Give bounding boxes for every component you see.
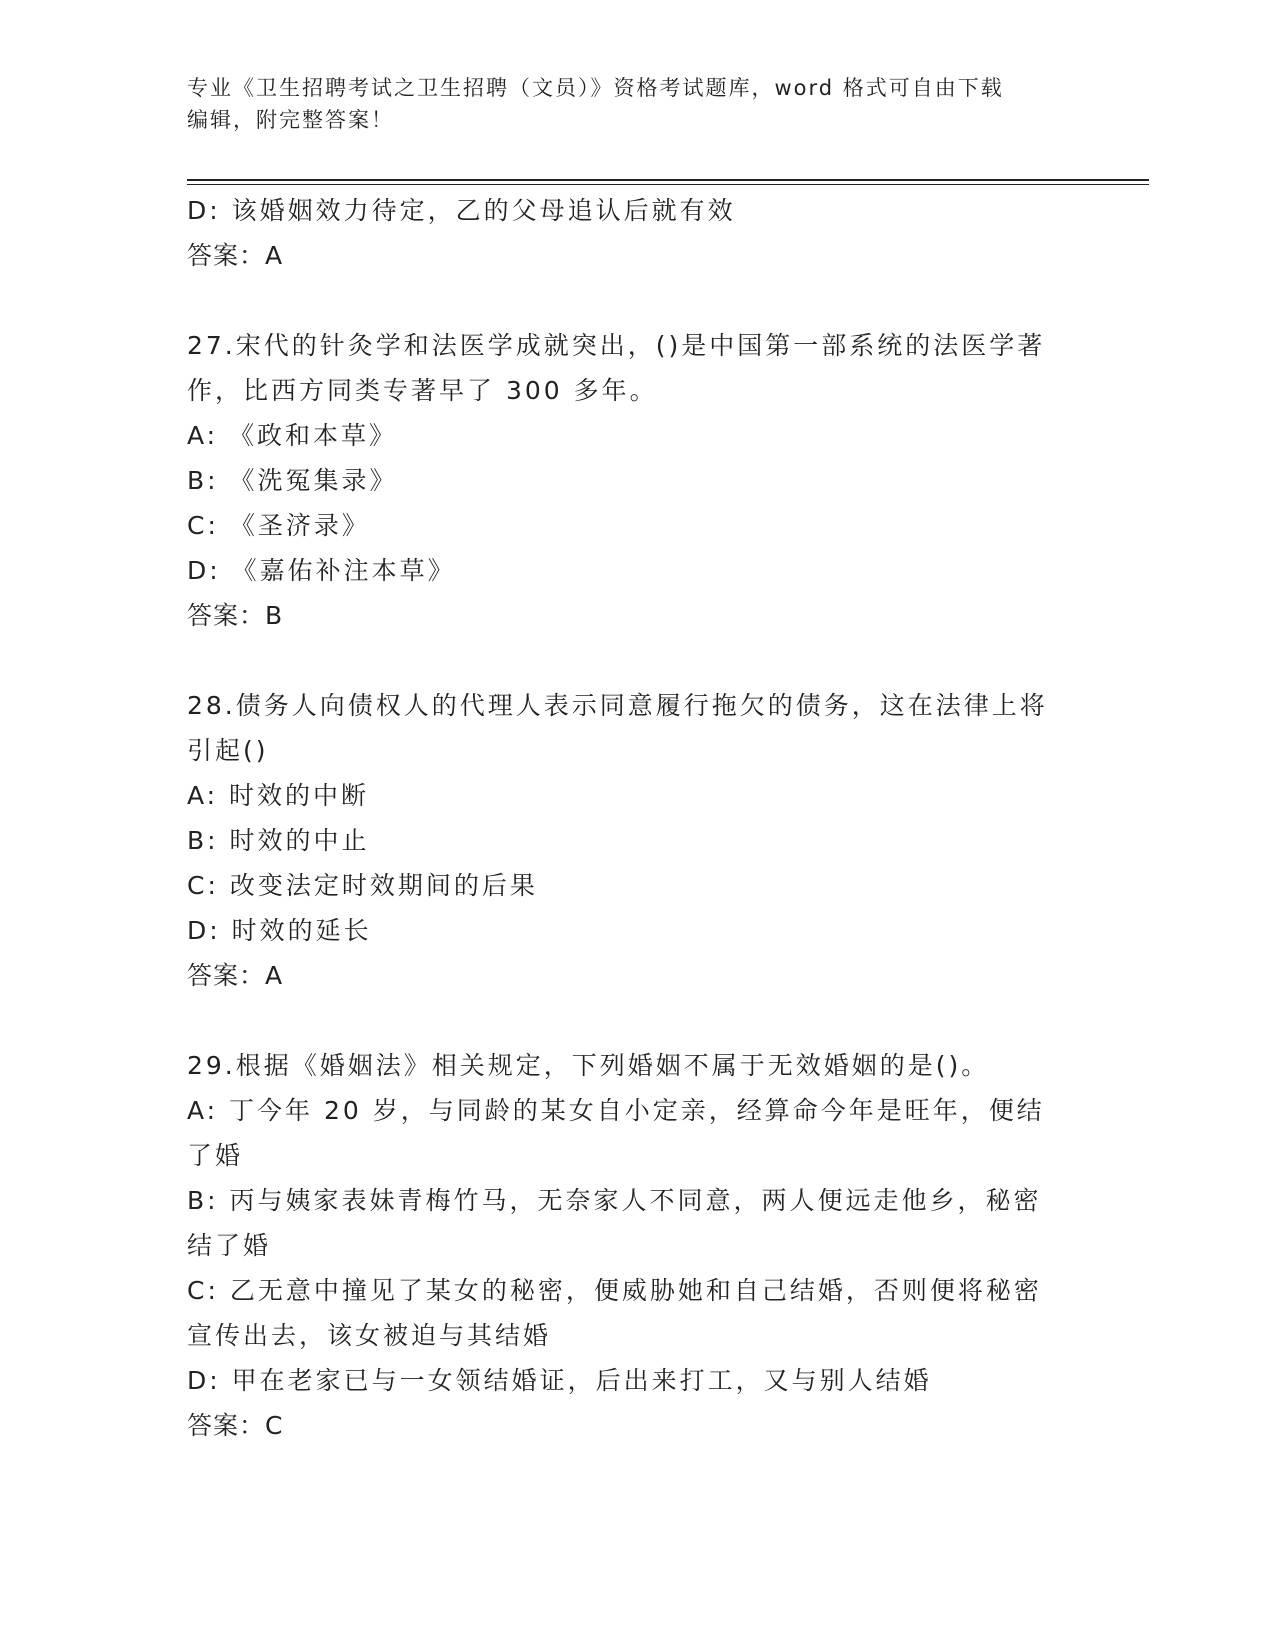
option-a-line: 了婚 [187,1141,244,1170]
option-c: C: 《圣济录》 [187,511,370,540]
document-header [187,72,1087,136]
header-line-2: 编辑，附完整答案！ [187,108,394,132]
answer: 答案：C [187,1411,284,1440]
option-a: A: 《政和本草》 [187,421,398,450]
prev-answer: 答案：A [187,241,284,270]
header-divider-thick [187,179,1149,181]
option-b: B: 《洗冤集录》 [187,466,398,495]
option-c: C: 改变法定时效期间的后果 [187,871,538,900]
option-b: B: 时效的中止 [187,826,370,855]
option-b-line: 结了婚 [187,1231,272,1260]
option-a: A: 时效的中断 [187,781,370,810]
spacer [187,278,1087,323]
prev-option-d: D: 该婚姻效力待定，乙的父母追认后就有效 [187,196,736,225]
option-d: D: 时效的延长 [187,916,372,945]
spacer [187,998,1087,1043]
question-stem-line: 引起() [187,736,269,765]
option-b-line: B: 丙与姨家表妹青梅竹马，无奈家人不同意，两人便远走他乡，秘密 [187,1186,1042,1215]
question-28 [187,683,1087,998]
option-d: D: 《嘉佑补注本草》 [187,556,456,585]
question-stem-line: 27.宋代的针灸学和法医学成就突出，()是中国第一部系统的法医学著 [187,331,1046,360]
header-line-1: 专业《卫生招聘考试之卫生招聘（文员）》资格考试题库，word 格式可自由下载 [187,76,1004,100]
spacer [187,638,1087,683]
option-c-line: C: 乙无意中撞见了某女的秘密，便威胁她和自己结婚，否则便将秘密 [187,1276,1042,1305]
header-divider-thin [187,184,1149,185]
question-27 [187,323,1087,638]
option-a-line: A: 丁今年 20 岁，与同龄的某女自小定亲，经算命今年是旺年，便结 [187,1096,1045,1125]
question-stem-line: 28.债务人向债权人的代理人表示同意履行拖欠的债务，这在法律上将 [187,691,1048,720]
question-stem-line: 作，比西方同类专著早了 300 多年。 [187,376,658,405]
question-stem-line: 29.根据《婚姻法》相关规定，下列婚姻不属于无效婚姻的是()。 [187,1051,990,1080]
question-29 [187,1043,1087,1448]
option-c-line: 宣传出去，该女被迫与其结婚 [187,1321,552,1350]
question-list [187,188,1087,1448]
answer: 答案：A [187,961,284,990]
answer: 答案：B [187,601,284,630]
option-d: D: 甲在老家已与一女领结婚证，后出来打工，又与别人结婚 [187,1366,932,1395]
